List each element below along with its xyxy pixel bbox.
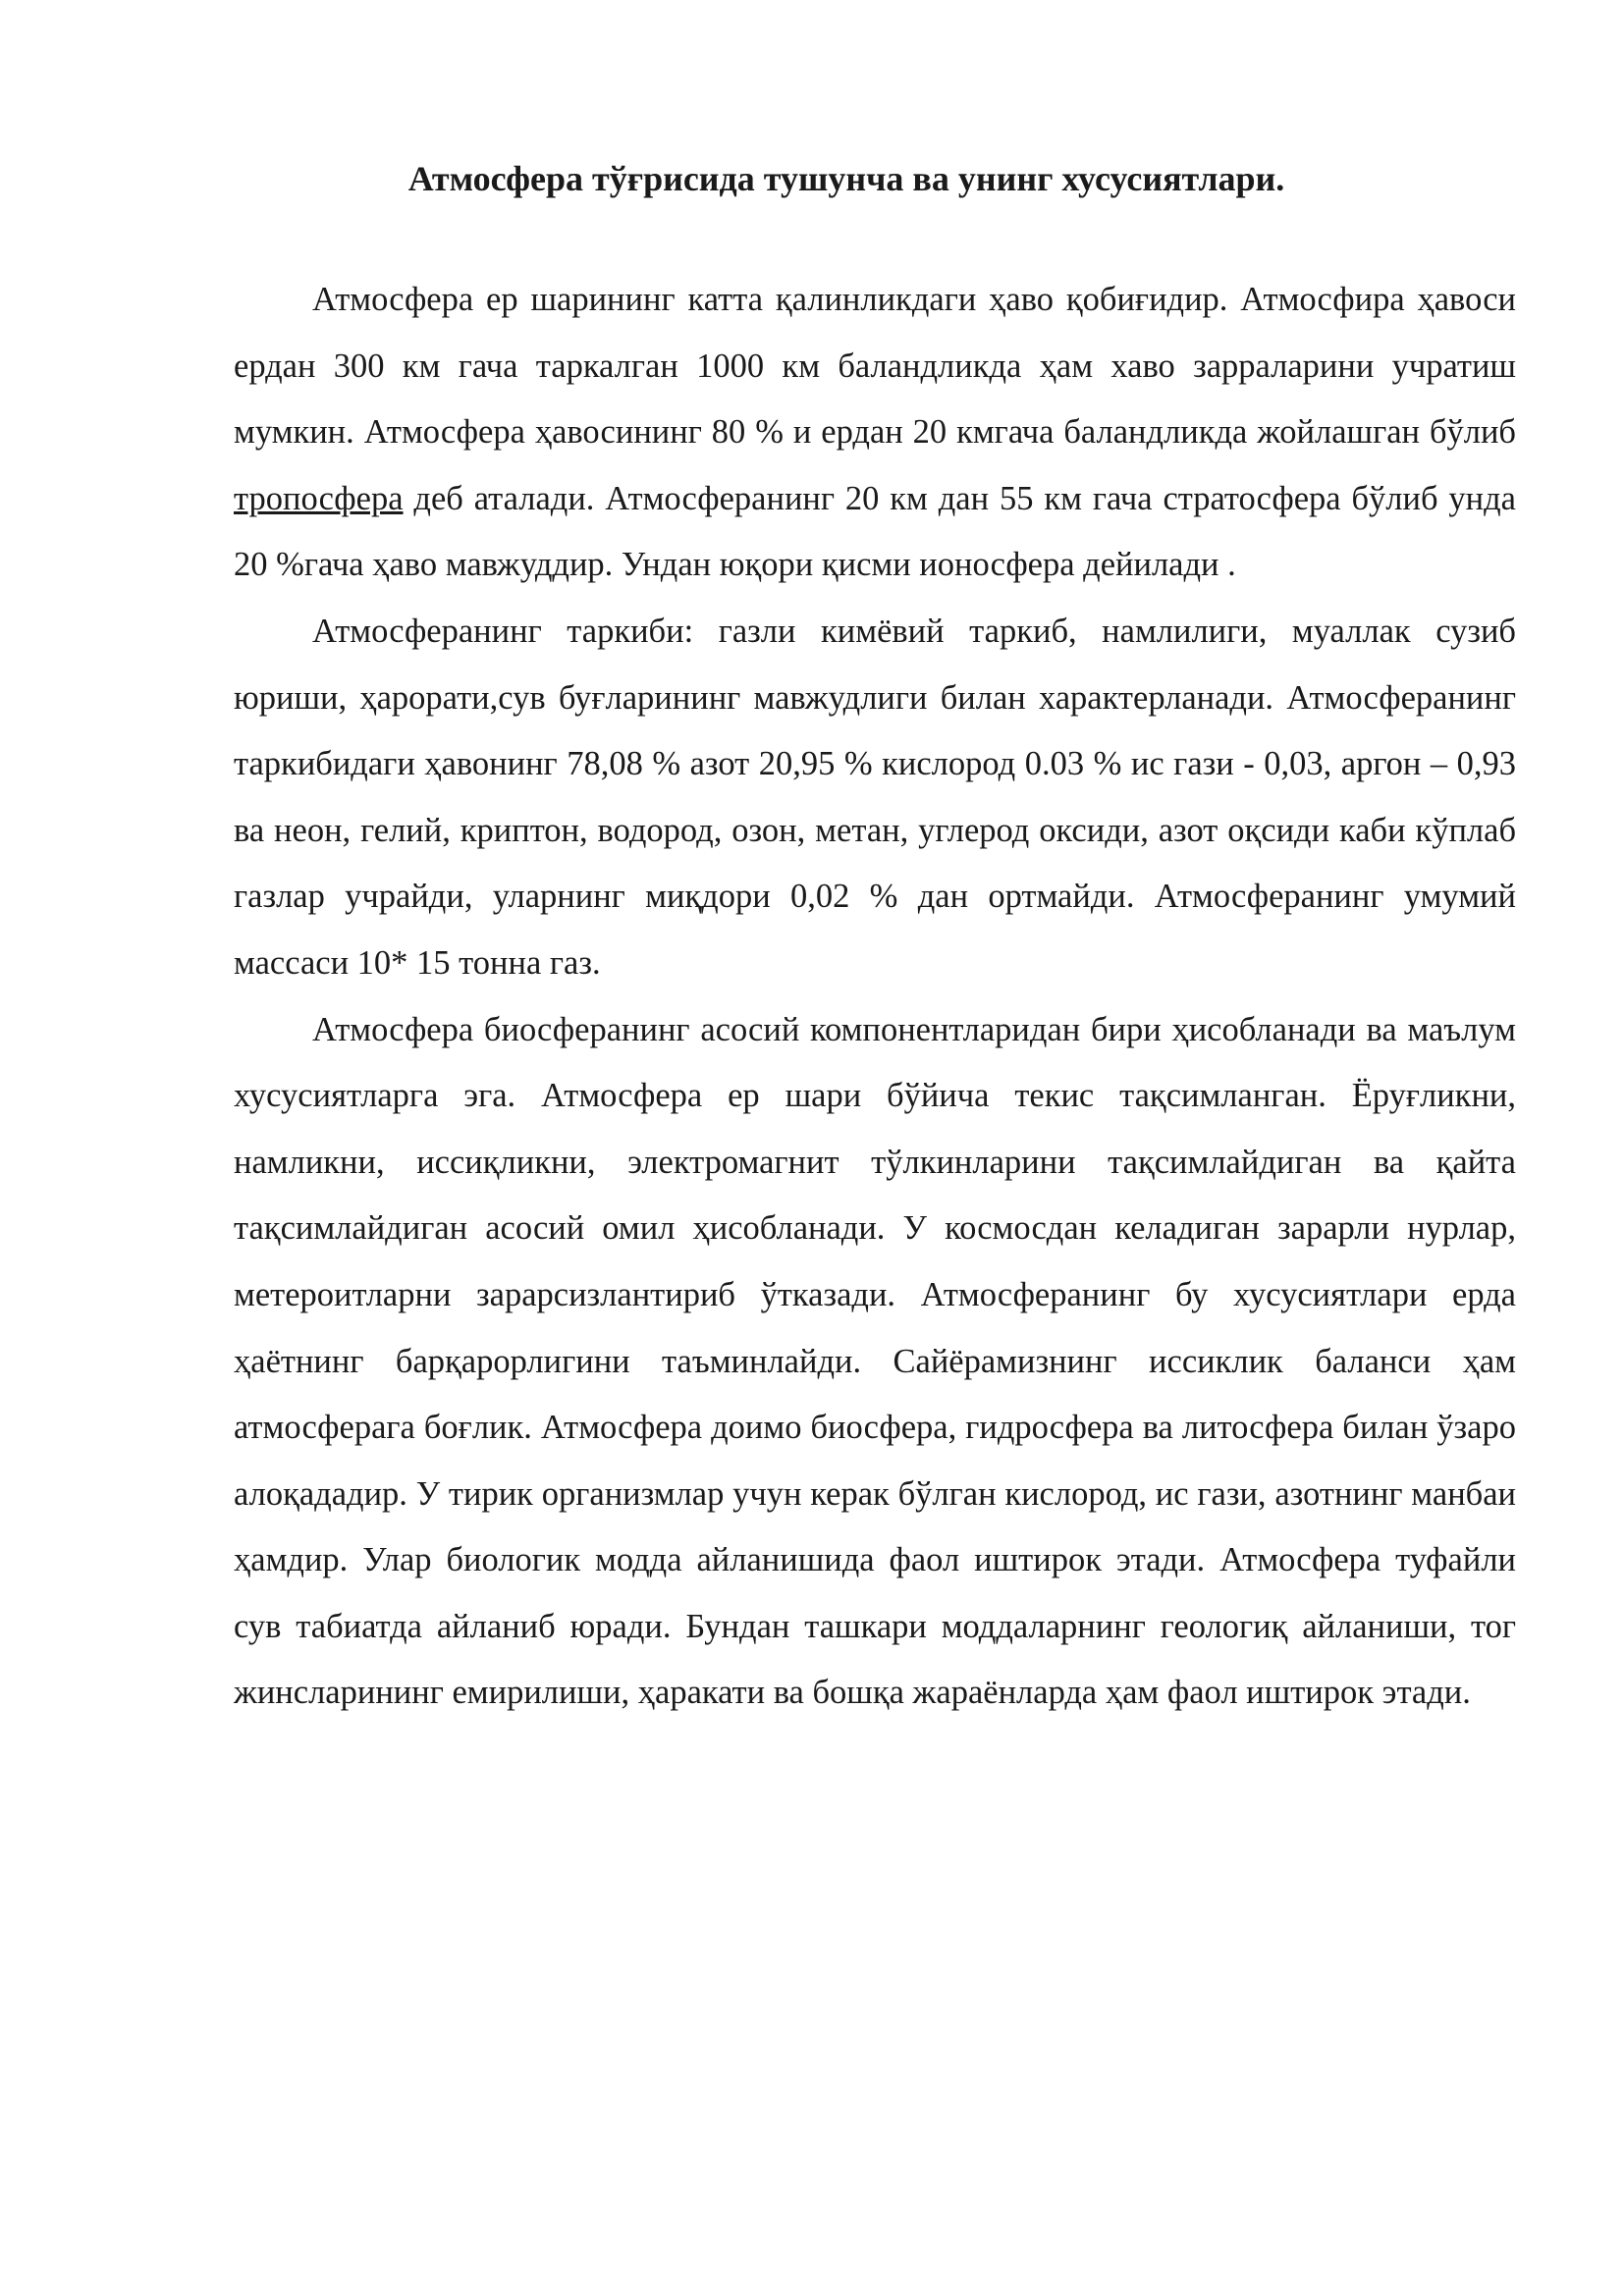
paragraph-1-text-start: Атмосфера ер шарининг катта қалинликдаги ҳаво қобиғидир. Атмосфира ҳавоси ердан 300 км гача таркалган 1000 км баландликда ҳам хаво зарраларини учратиш мумкин. Атмосфера ҳавосининг 80 % и ердан 20 кмгача баландликда жойлашган бўлиб xyxy=(234,281,1516,452)
paragraph-1-text-end: деб аталади. Атмосферанинг 20 км дан 55 км гача стратосфера бўлиб унда 20 %гача ҳаво мавжуддир. Ундан юқори қисми ионосфера дейилади . xyxy=(234,479,1516,584)
paragraph-2: Атмосферанинг таркиби: газли кимёвий таркиб, намлилиги, муаллак сузиб юриши, ҳарорати,сув буғларининг мавжудлиги билан характерланади. Атмосферанинг таркибидаги ҳавонинг 78,08 % азот 20,95 % кислород 0.03 % ис гази - 0,03, аргон – 0,93 ва неон, гелий, криптон, водород, озон, метан, углерод оксиди, азот оқсиди каби кўплаб газлар учрайди, уларнинг миқдори 0,02 % дан ортмайди. Атмосферанинг умумий массаси 10* 15 тонна газ. xyxy=(234,612,1516,982)
underlined-term-troposphere: тропосфера xyxy=(234,479,404,517)
document-title: Атмосфера тўғрисида тушунча ва унинг хусусиятлари. xyxy=(407,159,1285,198)
paragraph-3: Атмосфера биосферанинг асосий компонентларидан бири ҳисобланади ва маълум хусусиятларга эга. Атмосфера ер шари бўйича текис тақсимланган. Ёруғликни, намликни, иссиқликни, электромагнит тўлкинларини тақсимлайдиган ва қайта тақсимлайдиган асосий омил ҳисобланади. У космосдан келадиган зарарли нурлар, метероитларни зарарсизлантириб ўтказади. Атмосферанинг бу хусусиятлари ерда ҳаётнинг барқарорлигини таъминлайди. Сайёрамизнинг иссиклик баланси ҳам атмосферага боғлик. Атмосфера доимо биосфера, гидросфера ва литосфера билан ўзаро алоқададир. У тирик организмлар учун керак бўлган кислород, ис гази, азотнинг манбаи ҳамдир. Улар биологик модда айланишида фаол иштирок этади. Атмосфера туфайли сув табиатда айланиб юради. Бундан ташкари моддаларнинг геологиқ айланиши, тог жинсларининг емирилиши, ҳаракати ва бошқа жараёнларда ҳам фаол иштирок этади. xyxy=(234,1010,1516,1712)
document-body xyxy=(234,267,1516,1727)
paragraph-1 xyxy=(234,267,1516,599)
